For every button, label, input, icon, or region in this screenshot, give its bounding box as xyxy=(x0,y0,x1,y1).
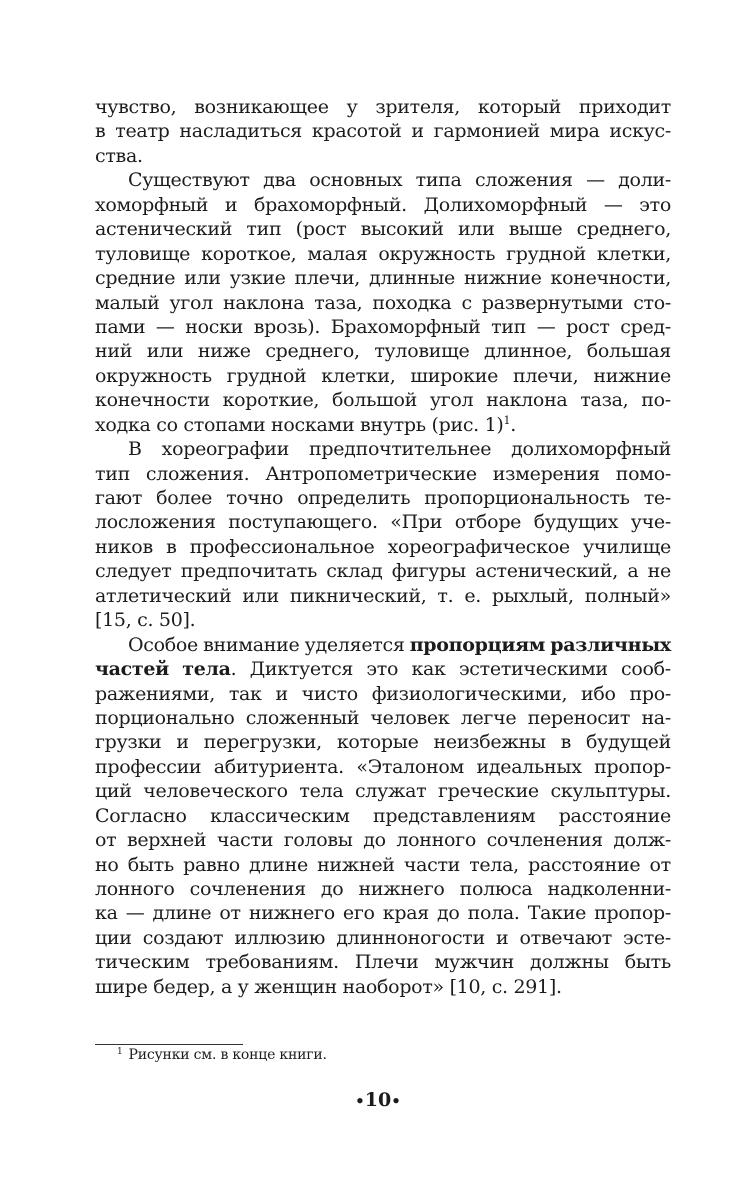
word: возникающее xyxy=(194,96,329,118)
word: конечности, xyxy=(550,267,671,290)
word: пропор- xyxy=(594,902,671,925)
word: в xyxy=(166,535,177,558)
word: отвечают xyxy=(519,926,612,949)
word: не xyxy=(647,560,671,583)
word: сложения xyxy=(474,169,573,192)
word: Плечи xyxy=(354,951,419,974)
word: скульптуры. xyxy=(550,780,671,803)
text-line xyxy=(95,364,671,388)
word: тип xyxy=(246,218,282,241)
text-line xyxy=(95,144,671,168)
word: уче- xyxy=(630,511,671,534)
word: наклона xyxy=(486,389,568,412)
text-line xyxy=(95,682,671,706)
word: внимание xyxy=(203,633,300,656)
word: или xyxy=(242,584,279,607)
word: и xyxy=(275,682,288,705)
word: профессиональное xyxy=(189,535,375,558)
word: а xyxy=(220,975,232,998)
text-line xyxy=(95,462,671,486)
word: эстетическими xyxy=(458,658,608,681)
word: конечности xyxy=(95,389,210,412)
word: с. xyxy=(491,975,508,998)
text-line xyxy=(95,168,671,192)
word: носки xyxy=(185,315,244,338)
word: [10, xyxy=(449,975,486,998)
word: училище xyxy=(583,535,671,558)
word: Антропометрические xyxy=(265,462,477,485)
word: красотой xyxy=(311,120,402,143)
text-line xyxy=(95,755,671,779)
word: театр xyxy=(115,120,170,143)
word: средние xyxy=(95,267,176,290)
footnote xyxy=(117,1046,327,1064)
word: внутрь xyxy=(360,413,426,436)
word: с. xyxy=(137,609,154,632)
word: ства. xyxy=(95,144,143,167)
word: тела xyxy=(299,780,344,803)
word: нижние xyxy=(593,364,671,387)
word: которые xyxy=(336,731,419,754)
text-line xyxy=(95,193,671,217)
word: от xyxy=(219,902,241,925)
word: хореографическое xyxy=(387,535,570,558)
word: Существуют xyxy=(128,169,250,192)
page-number xyxy=(0,1088,756,1113)
word: как xyxy=(411,658,446,681)
word: ции xyxy=(95,926,132,949)
word: короткое, xyxy=(201,242,297,265)
word: длине xyxy=(152,902,212,925)
word: (рис. xyxy=(431,413,479,436)
word: основных xyxy=(309,169,403,192)
word: верхней xyxy=(126,829,207,852)
word: в xyxy=(95,120,106,143)
word: должны xyxy=(530,951,609,974)
word: ходка xyxy=(95,413,151,436)
word: равно xyxy=(183,853,240,876)
word: гают xyxy=(95,487,143,509)
word: среднего, xyxy=(265,340,360,363)
word: или xyxy=(457,218,495,241)
text-line xyxy=(95,633,671,657)
word: Долихоморфный xyxy=(423,193,588,216)
word: грузки xyxy=(95,731,162,754)
word: грудной xyxy=(506,242,586,265)
text-line xyxy=(95,388,671,412)
word: помо- xyxy=(615,462,671,485)
word: отборе xyxy=(454,511,522,534)
word: до xyxy=(363,829,386,852)
word: фигуры xyxy=(391,560,466,583)
word: развернутыми xyxy=(481,291,624,314)
word: хоморфный xyxy=(95,193,209,216)
word: лонного xyxy=(396,829,476,852)
footnote-text: Рисунки см. в конце книги. xyxy=(128,1047,327,1063)
word: от xyxy=(649,853,671,876)
word: до xyxy=(320,878,344,900)
word: — xyxy=(603,193,623,216)
word: части xyxy=(216,829,274,852)
bold-word: тела xyxy=(182,658,231,681)
word: уделяется xyxy=(304,633,405,656)
word: профессии xyxy=(95,755,202,778)
word: нижнего xyxy=(248,902,335,925)
word: от xyxy=(95,829,117,852)
word: ибо xyxy=(581,682,616,705)
word: лонного xyxy=(95,878,175,900)
word: среднего, xyxy=(576,218,671,241)
word: «Эталоном xyxy=(356,755,465,778)
word: грудной xyxy=(226,364,307,387)
word: два xyxy=(263,169,296,192)
word: рост xyxy=(566,315,610,338)
word: более xyxy=(156,487,213,509)
text-line xyxy=(95,730,671,754)
page-number-value: 10 xyxy=(364,1089,392,1111)
text-line xyxy=(95,266,671,290)
word: высокий xyxy=(360,218,444,241)
word: точно xyxy=(226,487,284,509)
word: искус- xyxy=(609,120,671,143)
word: будущих xyxy=(533,511,619,534)
word: большой xyxy=(332,389,417,412)
word: е. xyxy=(464,584,482,607)
word: головы xyxy=(283,829,353,852)
word: перегрузки, xyxy=(203,731,322,754)
word: расстояние xyxy=(558,804,671,827)
word: сто- xyxy=(633,291,671,314)
word: эсте- xyxy=(623,926,671,949)
text-line xyxy=(95,119,671,143)
word: про- xyxy=(629,682,671,705)
text-line xyxy=(95,510,671,534)
word: длинное, xyxy=(484,340,573,363)
word: порционально xyxy=(95,706,235,729)
text-line xyxy=(95,339,671,363)
bold-word: пропорциям xyxy=(409,633,546,656)
word: расстояние xyxy=(528,853,641,876)
word: сооб- xyxy=(621,658,671,681)
word: шире xyxy=(95,975,148,998)
page-body xyxy=(95,95,671,999)
word: — xyxy=(125,902,145,925)
word: с xyxy=(461,291,472,314)
text-line xyxy=(95,242,671,266)
text-line xyxy=(95,535,671,559)
text-line xyxy=(95,657,671,681)
word: ка xyxy=(95,902,118,925)
text-line xyxy=(95,559,671,583)
word: классическим xyxy=(210,804,350,827)
word: брахоморфный. xyxy=(253,193,407,216)
word: узкие xyxy=(229,267,286,290)
word: полюса xyxy=(459,878,533,900)
word: это xyxy=(639,193,671,216)
word: те- xyxy=(643,487,671,509)
word: зрителя, xyxy=(375,96,460,118)
word: будущей xyxy=(585,731,671,754)
text-line xyxy=(95,926,671,950)
word: — xyxy=(586,169,605,192)
word: и xyxy=(176,731,189,754)
word: хореографии xyxy=(161,438,290,461)
word: и xyxy=(224,193,238,216)
word: Диктуется xyxy=(249,658,354,681)
word: физиологическими, xyxy=(371,682,568,705)
word: части xyxy=(403,853,461,876)
word: пропорциональность xyxy=(424,487,630,509)
word: его xyxy=(342,902,375,925)
word: мира xyxy=(549,120,600,143)
word: по- xyxy=(641,389,671,412)
word: это xyxy=(366,658,399,681)
word: т. xyxy=(437,584,454,607)
text-line xyxy=(95,950,671,974)
word: малая xyxy=(307,242,368,265)
word: предпочитать xyxy=(180,560,317,583)
word: переносит xyxy=(527,706,631,729)
word: пропор- xyxy=(594,755,671,778)
word: человек xyxy=(370,706,450,729)
word: плечи, xyxy=(294,267,360,290)
word: легче xyxy=(460,706,517,729)
word: идеальных xyxy=(476,755,582,778)
page-number-bullet-left: • xyxy=(355,1092,365,1110)
word: гармонией xyxy=(433,120,540,143)
word: наклона xyxy=(222,291,305,314)
word: В xyxy=(128,438,142,461)
word: носками xyxy=(271,413,355,436)
word: окружность xyxy=(378,242,496,265)
word: (рост xyxy=(295,218,347,241)
word: рыхлый, xyxy=(492,584,574,607)
word: угол xyxy=(429,389,474,412)
text-line xyxy=(95,584,671,608)
word: длинноногости xyxy=(336,926,485,949)
word: тип xyxy=(491,315,527,338)
word: склад xyxy=(326,560,383,583)
word: на- xyxy=(641,706,671,729)
word: чувство, xyxy=(95,96,177,118)
word: сред- xyxy=(620,315,671,338)
text-line xyxy=(95,217,671,241)
word: сочленения xyxy=(189,878,306,900)
word: тела, xyxy=(469,853,519,876)
text-line xyxy=(95,291,671,315)
word: клетки, xyxy=(321,364,396,387)
word: таза, xyxy=(580,389,629,412)
word: сочленения xyxy=(486,829,603,852)
word: края xyxy=(382,902,429,925)
word: таза, xyxy=(314,291,363,314)
word: или xyxy=(184,267,221,290)
word: Такие xyxy=(527,902,587,925)
text-line xyxy=(95,901,671,925)
word: — xyxy=(536,315,556,338)
word: 50]. xyxy=(158,609,196,632)
word: сложенный xyxy=(245,706,360,729)
word: ций xyxy=(95,780,132,803)
word: Особое xyxy=(128,633,198,656)
word: долихоморфный xyxy=(511,438,671,461)
page-number-bullet-right: • xyxy=(391,1092,401,1110)
word: мужчин xyxy=(434,951,515,974)
word: быть xyxy=(624,951,671,974)
word: в xyxy=(560,731,572,754)
word: большая xyxy=(586,340,671,363)
word: доли- xyxy=(618,169,671,192)
word: или xyxy=(146,340,184,363)
word: нижние xyxy=(463,267,542,290)
word: Брахоморфный xyxy=(330,315,481,338)
word: типа xyxy=(415,169,462,192)
word: но xyxy=(95,853,119,876)
word: 1)$^1$. xyxy=(484,413,516,436)
word: человеческого xyxy=(143,780,288,803)
word: у xyxy=(346,96,358,118)
word: выше xyxy=(508,218,563,241)
word: определить xyxy=(297,487,411,509)
word: ний xyxy=(95,340,133,363)
word: неизбежны xyxy=(433,731,546,754)
word: нижнего xyxy=(358,878,445,900)
word: быть xyxy=(127,853,174,876)
text-line xyxy=(95,779,671,803)
word: короткие, xyxy=(222,389,320,412)
word: пикнический, xyxy=(289,584,427,607)
text-line xyxy=(95,975,671,999)
word: длине xyxy=(249,853,308,876)
text-line xyxy=(95,315,671,339)
word: долж- xyxy=(613,829,671,852)
word: широкие xyxy=(410,364,499,387)
word: Согласно xyxy=(95,804,187,827)
word: окружность xyxy=(95,364,212,387)
word: насладиться xyxy=(179,120,302,143)
word: плечи, xyxy=(512,364,579,387)
word: приходит xyxy=(578,96,671,118)
word: туловище xyxy=(95,242,191,265)
word: абитуриента. xyxy=(213,755,344,778)
word: который xyxy=(477,96,561,118)
word: атлетический xyxy=(95,584,232,607)
word: тическим xyxy=(95,951,190,974)
word: лосложения xyxy=(95,511,216,534)
word: измерения xyxy=(492,462,600,485)
word: женщин xyxy=(254,975,337,998)
word: следует xyxy=(95,560,172,583)
word: тела. xyxy=(182,658,237,681)
word: предпочтительнее xyxy=(309,438,492,461)
text-line xyxy=(95,608,671,632)
word: длинные xyxy=(368,267,455,290)
word: надколенни- xyxy=(547,878,671,900)
word: пола. xyxy=(467,902,520,925)
word: туловище xyxy=(374,340,470,363)
word: иллюзию xyxy=(234,926,326,949)
word: врозь). xyxy=(253,315,321,338)
word: ников xyxy=(95,535,153,558)
word: представлениям xyxy=(373,804,536,827)
word: тип xyxy=(95,462,130,485)
text-line xyxy=(95,95,671,119)
word: наоборот» xyxy=(342,975,444,998)
word: и xyxy=(411,120,424,143)
word: полный» xyxy=(584,584,671,607)
word: поступающего. xyxy=(228,511,378,534)
text-line xyxy=(95,828,671,852)
footnote-marker: 1 xyxy=(117,1047,123,1057)
text-line xyxy=(95,706,671,730)
word: создают xyxy=(142,926,224,949)
word: малый xyxy=(95,291,160,314)
word: [15, xyxy=(95,609,132,632)
word: до xyxy=(436,902,460,925)
word: бедер, xyxy=(153,975,216,998)
text-line xyxy=(95,486,671,510)
word: астенический xyxy=(95,218,233,241)
bold-word: частей xyxy=(95,658,169,681)
word: нижней xyxy=(317,853,395,876)
text-line xyxy=(95,853,671,877)
word: со xyxy=(156,413,178,436)
word: греческие xyxy=(437,780,539,803)
word: стопами xyxy=(183,413,266,436)
text-line xyxy=(95,877,671,901)
word: так xyxy=(228,682,262,705)
word: чисто xyxy=(301,682,358,705)
word: угол xyxy=(169,291,213,314)
footnote-divider xyxy=(95,1044,243,1045)
word: служат xyxy=(354,780,427,803)
text-line xyxy=(95,437,671,461)
word: походка xyxy=(372,291,452,314)
word: требованиям. xyxy=(205,951,339,974)
word: ражениями, xyxy=(95,682,216,705)
word: «При xyxy=(390,511,443,534)
word: у xyxy=(237,975,249,998)
word: пами xyxy=(95,315,146,338)
text-line xyxy=(95,413,671,437)
text-line xyxy=(95,804,671,828)
word: 291]. xyxy=(513,975,562,998)
word: астенический, xyxy=(475,560,619,583)
footnote-reference: 1 xyxy=(503,413,511,427)
word: и xyxy=(495,926,509,949)
word: клетки, xyxy=(596,242,671,265)
word: ниже xyxy=(197,340,251,363)
bold-word: различных xyxy=(550,633,671,656)
word: а xyxy=(627,560,639,583)
word: — xyxy=(155,315,175,338)
word: сложения. xyxy=(145,462,250,485)
